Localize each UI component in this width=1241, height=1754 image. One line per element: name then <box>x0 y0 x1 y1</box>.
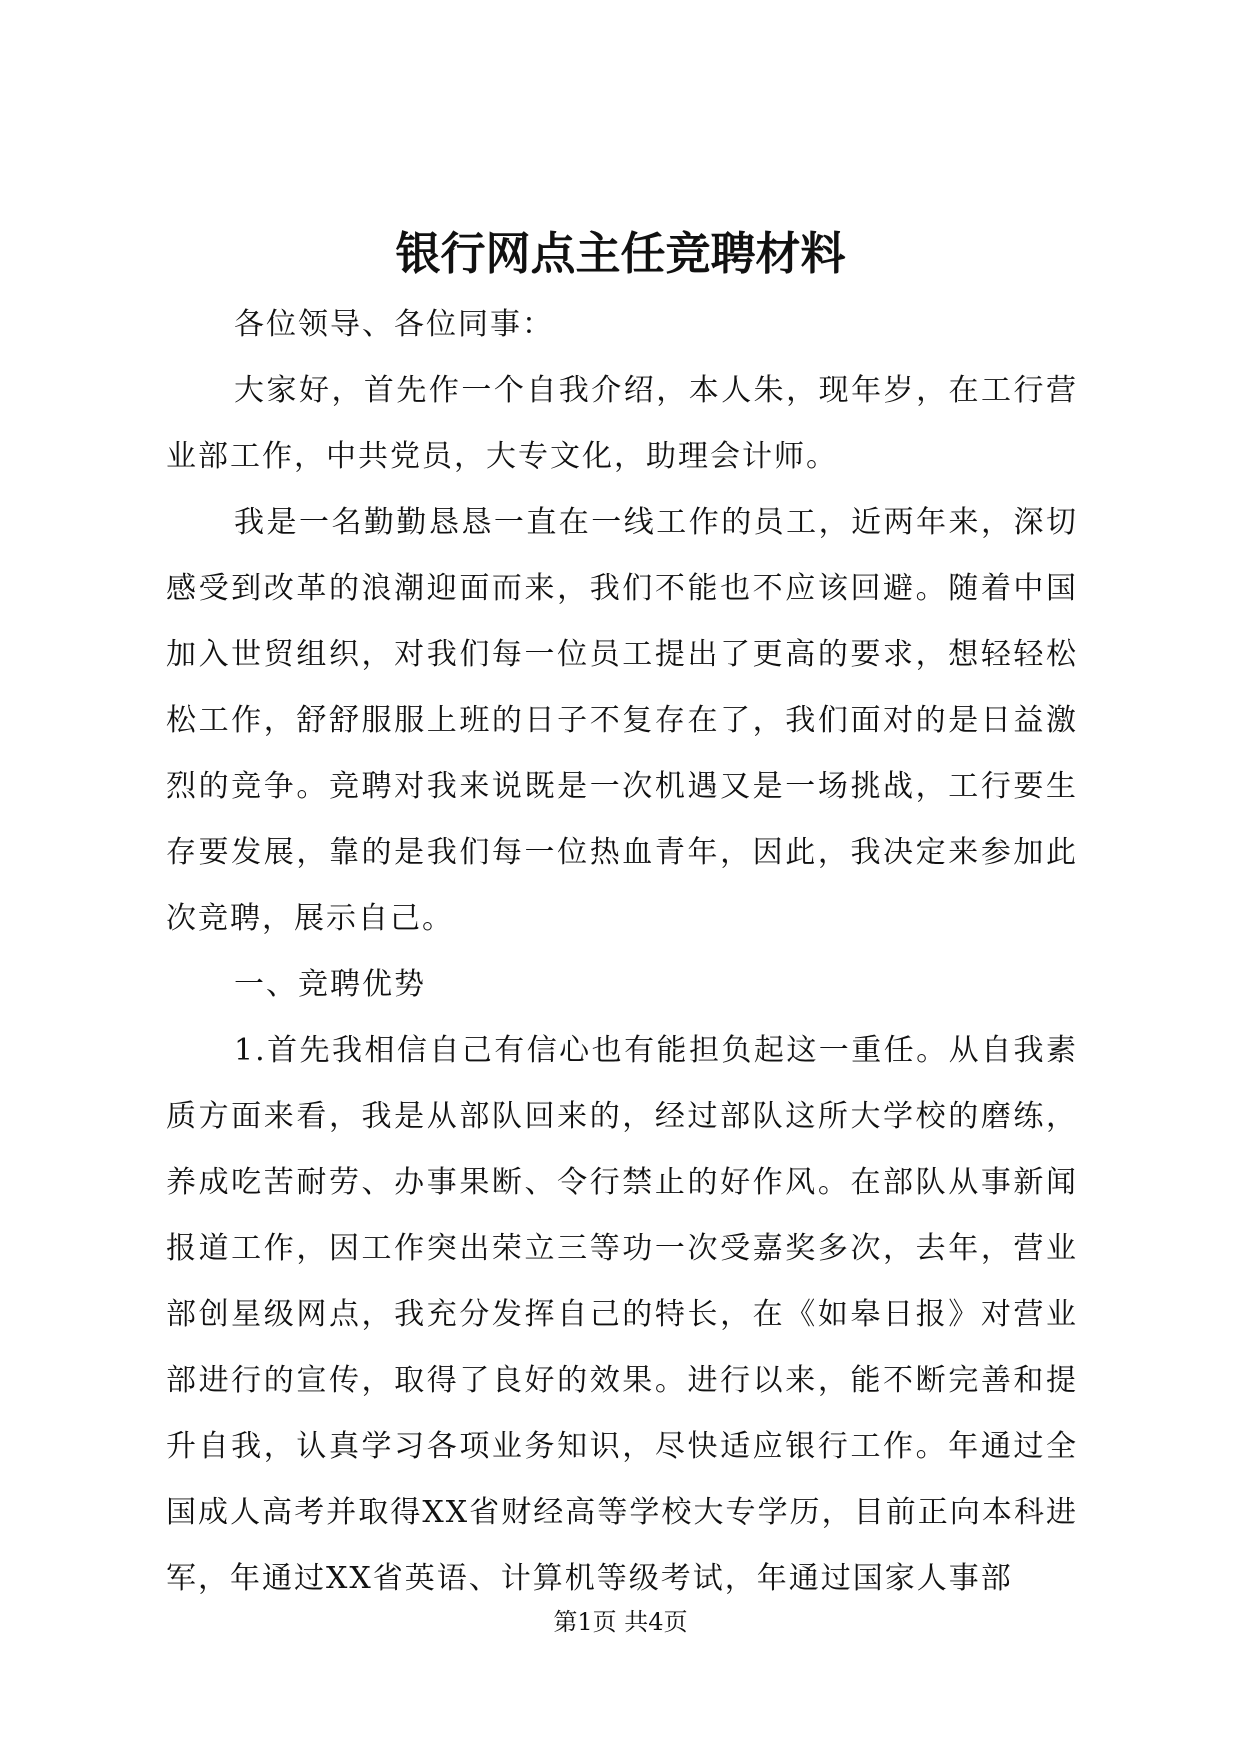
self-introduction-paragraph: 大家好，首先作一个自我介绍，本人朱，现年岁，在工行营业部工作，中共党员，大专文化，助理会计师。 <box>166 373 1078 474</box>
motivation-paragraph: 我是一名勤勤恳恳一直在一线工作的员工，近两年来，深切感受到改革的浪潮迎面而来，我们不能也不应该回避。随着中国加入世贸组织，对我们每一位员工提出了更高的要求，想轻轻松松工作，舒舒服服上班的日子不复存在了，我们面对的是日益激烈的竞争。竞聘对我来说既是一次机遇又是一场挑战，工行要生存要发展，靠的是我们每一位热血青年，因此，我决定来参加此次竞聘，展示自己。 <box>166 505 1078 936</box>
document-body <box>166 292 1078 1612</box>
salutation-paragraph: 各位领导、各位同事： <box>234 307 554 342</box>
page-footer: 第1页 共4页 <box>553 1608 688 1636</box>
section-heading: 一、竞聘优势 <box>234 967 426 1002</box>
document-title: 银行网点主任竞聘材料 <box>395 227 846 280</box>
advantage-paragraph: 1.首先我相信自己有信心也有能担负起这一重任。从自我素质方面来看，我是从部队回来的，经过部队这所大学校的磨练，养成吃苦耐劳、办事果断、令行禁止的好作风。在部队从事新闻报道工作，因工作突出荣立三等功一次受嘉奖多次，去年，营业部创星级网点，我充分发挥自己的特长，在《如皋日报》对营业部进行的宣传，取得了良好的效果。进行以来，能不断完善和提升自我，认真学习各项业务知识，尽快适应银行工作。年通过全国成人高考并取得XX省财经高等学校大专学历，目前正向本科进军，年通过XX省英语、计算机等级考试，年通过国家人事部 <box>166 1033 1078 1596</box>
